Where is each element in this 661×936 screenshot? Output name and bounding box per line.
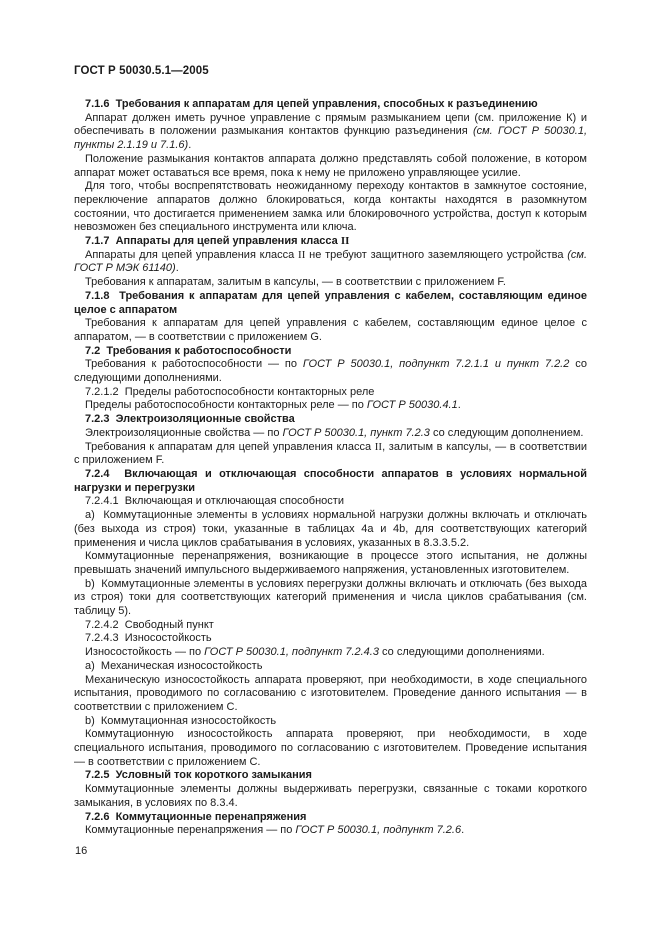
text-run: 7.2.5 Условный ток короткого замыкания <box>85 769 312 782</box>
text-run: 7.2.4.2 Свободный пункт <box>85 618 214 631</box>
text-run: 7.2.4 Включающая и отключающая способности аппаратов в условиях нормальной нагрузки и перегрузки <box>74 467 587 494</box>
paragraph <box>74 578 587 619</box>
paragraph <box>74 495 587 509</box>
page-header <box>74 65 209 77</box>
text-run: (см. ГОСТ Р МЭК 61140) <box>74 248 588 275</box>
text-run: Аппарат должен иметь ручное управление с прямым размыканием цепи (см. приложение К) и обеспечивать в положении размыкания контактов функцию разъединения <box>74 111 587 138</box>
clause-heading <box>74 468 587 495</box>
text-run: Аппараты для цепей управления класса <box>85 248 299 261</box>
clause-heading <box>74 769 587 783</box>
paragraph <box>74 112 587 153</box>
text-run: 7.1.7 Аппараты для цепей управления класса <box>85 235 341 248</box>
text-run: , залитым в капсулы, — в соответствии с приложением F. <box>74 440 587 467</box>
text-run: ГОСТ Р 50030.4.1 <box>366 399 458 412</box>
text-run: . <box>175 262 179 275</box>
page-number: 16 <box>75 845 88 857</box>
text-run: 7.1.8 Требования к аппаратам для цепей управления с кабелем, составляющим единое целое с аппаратом <box>74 289 587 316</box>
text-run: 7.2.3 Электроизоляционные свойства <box>85 413 295 426</box>
text-run: Положение размыкания контактов аппарата должно представлять собой положение, в котором аппарат может оставаться все время, пока к нему не приложено управляющее усилие. <box>74 152 587 179</box>
text-run: Коммутационные перенапряжения, возникающие в процессе этого испытания, не должны превышать значений импульсного выдерживаемого напряжения, установленных изготовителем. <box>74 550 587 576</box>
text-run: a) Механическая износостойкость <box>85 659 263 672</box>
text-run: Для того, чтобы воспрепятствовать неожиданному переходу контактов в замкнутое состояние, переключение аппаратов должно блокироваться, когда контакты находятся в разомкнутом состоянии, что достигается применением замка или блокировочного устройства, доступ к которым невозможен без специального инструмента или ключа. <box>74 180 587 234</box>
text-run: не требуют защитного заземляющего устройства <box>305 248 568 261</box>
text-run: со следующими дополнениями. <box>378 646 545 659</box>
paragraph <box>74 674 587 715</box>
text-run: 7.2.1.2 Пределы работоспособности контакторных реле <box>85 385 375 398</box>
clause-heading <box>74 290 587 317</box>
text-run: Коммутационную износостойкость аппарата проверяют, при необходимости, в ходе специального испытания, проводимого по согласованию с изготовителем. Проведение испытания — в соответствии с приложением C. <box>74 728 587 768</box>
paragraph <box>74 249 587 276</box>
paragraph <box>74 660 587 674</box>
text-run: . <box>461 824 465 837</box>
paragraph <box>74 153 587 180</box>
text-run: Требования к работоспособности — по <box>85 358 303 371</box>
text-run: II <box>340 235 350 248</box>
paragraph <box>74 358 587 385</box>
text-run: Требования к аппаратам, залитым в капсулы, — в соответствии с приложением F. <box>85 276 506 289</box>
paragraph <box>74 632 587 646</box>
paragraph <box>74 427 587 441</box>
text-run: II <box>298 248 306 261</box>
document-content <box>74 98 587 838</box>
text-run: Износостойкость — по <box>85 646 205 659</box>
clause-heading <box>74 98 587 112</box>
text-run: ГОСТ Р 50030.1, подпункт 7.2.1.1 и пункт 7.2.2 <box>302 358 570 371</box>
text-run: II <box>374 440 383 453</box>
text-run: b) Коммутационные элементы в условиях перегрузки должны включать и отключать (без выхода из строя) токи для соответствующих категорий применения и числа циклов срабатывания (см. таблицу 5). <box>74 577 587 618</box>
text-run: (см. ГОСТ Р 50030.1, пункты 2.1.19 и 7.1.6) <box>74 125 587 152</box>
paragraph <box>74 317 587 344</box>
clause-heading <box>74 235 587 249</box>
text-run: со следующим дополнением. <box>429 426 584 439</box>
paragraph <box>74 550 587 577</box>
text-run: b) Коммутационная износостойкость <box>85 714 277 727</box>
paragraph <box>74 728 587 769</box>
paragraph <box>74 180 587 235</box>
clause-heading <box>74 345 587 359</box>
paragraph <box>74 509 587 550</box>
text-run: 7.2.4.1 Включающая и отключающая способности <box>85 495 344 508</box>
paragraph <box>74 441 587 468</box>
text-run: со следующими дополнениями. <box>74 358 587 385</box>
paragraph <box>74 386 587 400</box>
text-run: 7.1.6 Требования к аппаратам для цепей управления, способных к разъединению <box>85 98 538 110</box>
text-run: ГОСТ Р 50030.1, подпункт 7.2.6 <box>295 824 462 837</box>
paragraph <box>74 399 587 413</box>
text-run: 7.2.6 Коммутационные перенапряжения <box>85 810 307 823</box>
paragraph <box>74 824 587 838</box>
text-run: Коммутационные элементы должны выдерживать перегрузки, связанные с токами короткого замыкания, в условиях по 8.3.4. <box>74 783 587 809</box>
paragraph <box>74 715 587 729</box>
clause-heading <box>74 413 587 427</box>
text-run: ГОСТ Р 50030.1, пункт 7.2.3 <box>282 426 430 439</box>
text-run: 7.2.4.3 Износостойкость <box>85 632 212 645</box>
text-run: a) Коммутационные элементы в условиях нормальной нагрузки должны включать и отключать (без выхода из строя) токи, указанные в таблицах 4a и 4b, для соответствующих категорий применения и числа циклов срабатывания в условиях, указанных в 8.3.3.5.2. <box>74 509 587 549</box>
text-run: 7.2 Требования к работоспособности <box>85 344 292 357</box>
text-run: Требования к аппаратам для цепей управления класса <box>85 440 375 453</box>
clause-heading <box>74 811 587 825</box>
text-run: Коммутационные перенапряжения — по <box>85 824 296 837</box>
text-run: . <box>457 399 461 412</box>
text-run: . <box>188 139 192 152</box>
paragraph <box>74 646 587 660</box>
standard-designation: ГОСТ Р 50030.5.1—2005 <box>74 65 209 77</box>
paragraph <box>74 619 587 633</box>
page-footer <box>75 845 87 857</box>
text-run: Механическую износостойкость аппарата проверяют, при необходимости, в ходе специального испытания, проводимого по согласованию с изготовителем. Проведение данного испытания — в соответствии с приложением C. <box>74 673 587 713</box>
text-run: Требования к аппаратам для цепей управления с кабелем, составляющим единое целое с аппаратом, — в соответствии с приложением G. <box>74 317 587 343</box>
text-run: Электроизоляционные свойства — по <box>85 426 283 439</box>
paragraph <box>74 783 587 810</box>
paragraph <box>74 276 587 290</box>
text-run: Пределы работоспособности контакторных реле — по <box>85 399 367 412</box>
text-run: ГОСТ Р 50030.1, подпункт 7.2.4.3 <box>204 646 379 659</box>
